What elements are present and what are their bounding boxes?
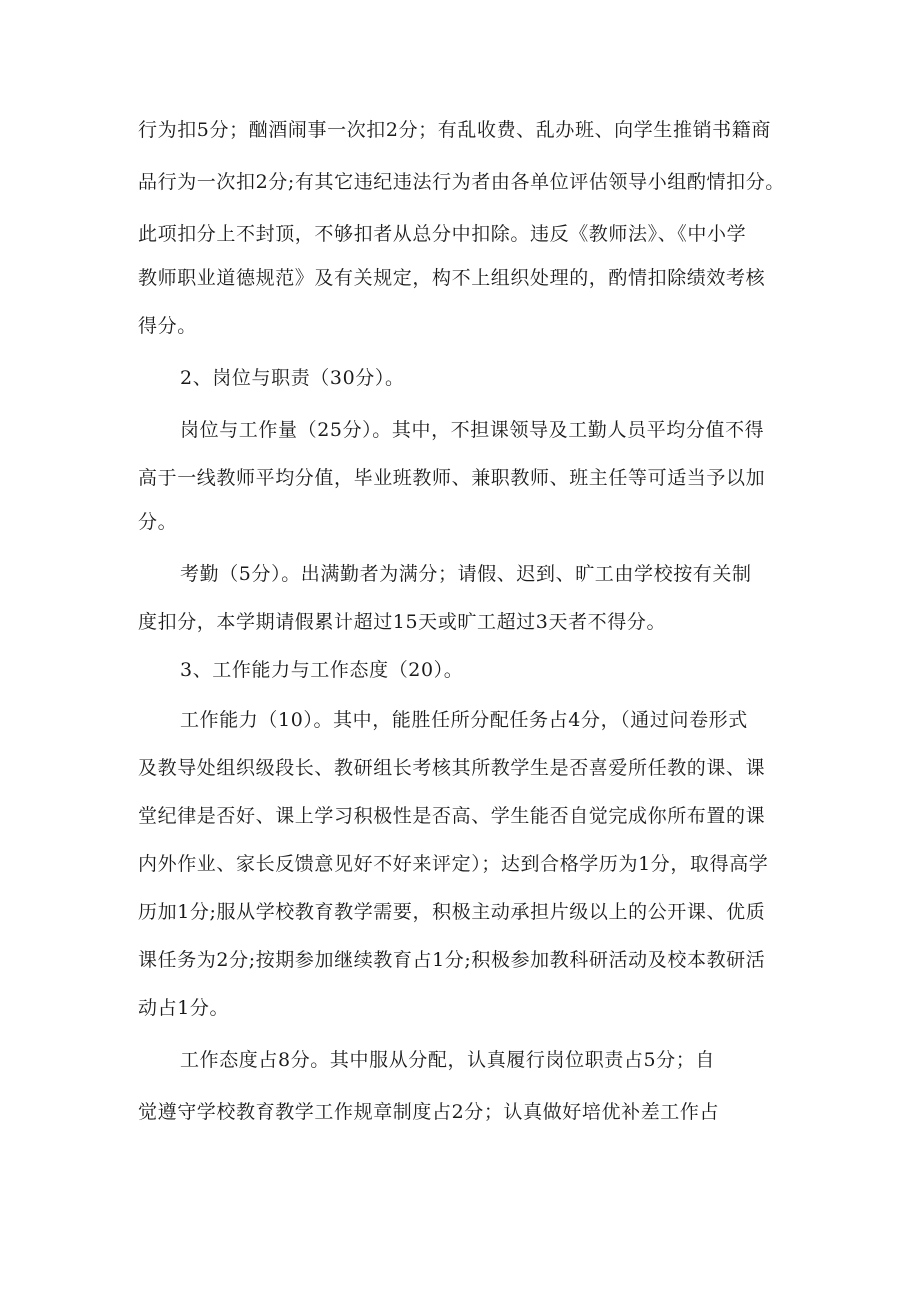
text-line: 动占1分。 (138, 997, 230, 1019)
section-heading: 2、岗位与职责（30分）。 (180, 367, 405, 389)
text-line: 品行为一次扣2分;有其它违纪违法行为者由各单位评估领导小组酌情扣分。 (138, 171, 785, 193)
text-line: 堂纪律是否好、课上学习积极性是否高、学生能否自觉完成你所布置的课 (138, 805, 766, 827)
text-line: 得分。 (138, 315, 197, 337)
text-line: 此项扣分上不封顶，不够扣者从总分中扣除。违反《教师法》、《中小学 (138, 223, 747, 245)
text-line: 觉遵守学校教育教学工作规章制度占2分；认真做好培优补差工作占 (138, 1101, 720, 1123)
text-line: 课任务为2分;按期参加继续教育占1分;积极参加教科研活动及校本教研活 (138, 949, 766, 971)
text-line: 度扣分，本学期请假累计超过15天或旷工超过3天者不得分。 (138, 611, 667, 633)
text-line: 高于一线教师平均分值，毕业班教师、兼职教师、班主任等可适当予以加 (138, 467, 766, 489)
text-line: 内外作业、家长反馈意见好不好来评定）；达到合格学历为1分，取得高学 (138, 853, 769, 875)
paragraph-start: 工作态度占8分。其中服从分配，认真履行岗位职责占5分；自 (180, 1049, 715, 1071)
text-line: 历加1分;服从学校教育教学需要，积极主动承担片级以上的公开课、优质 (138, 901, 766, 923)
section-heading: 3、工作能力与工作态度（20）。 (180, 659, 464, 681)
text-line: 及教导处组织级段长、教研组长考核其所教学生是否喜爱所任教的课、课 (138, 757, 766, 779)
paragraph-start: 考勤（5分）。出满勤者为满分；请假、迟到、旷工由学校按有关制 (180, 563, 752, 585)
text-line: 教师职业道德规范》及有关规定，构不上组织处理的，酌情扣除绩效考核 (138, 267, 766, 289)
text-line: 分。 (138, 511, 178, 533)
text-line: 行为扣5分；酗酒闹事一次扣2分；有乱收费、乱办班、向学生推销书籍商 (138, 119, 771, 141)
paragraph-start: 工作能力（10）。其中，能胜任所分配任务占4分，（通过问卷形式 (180, 709, 748, 731)
paragraph-start: 岗位与工作量（25分）。其中，不担课领导及工勤人员平均分值不得 (180, 419, 765, 441)
